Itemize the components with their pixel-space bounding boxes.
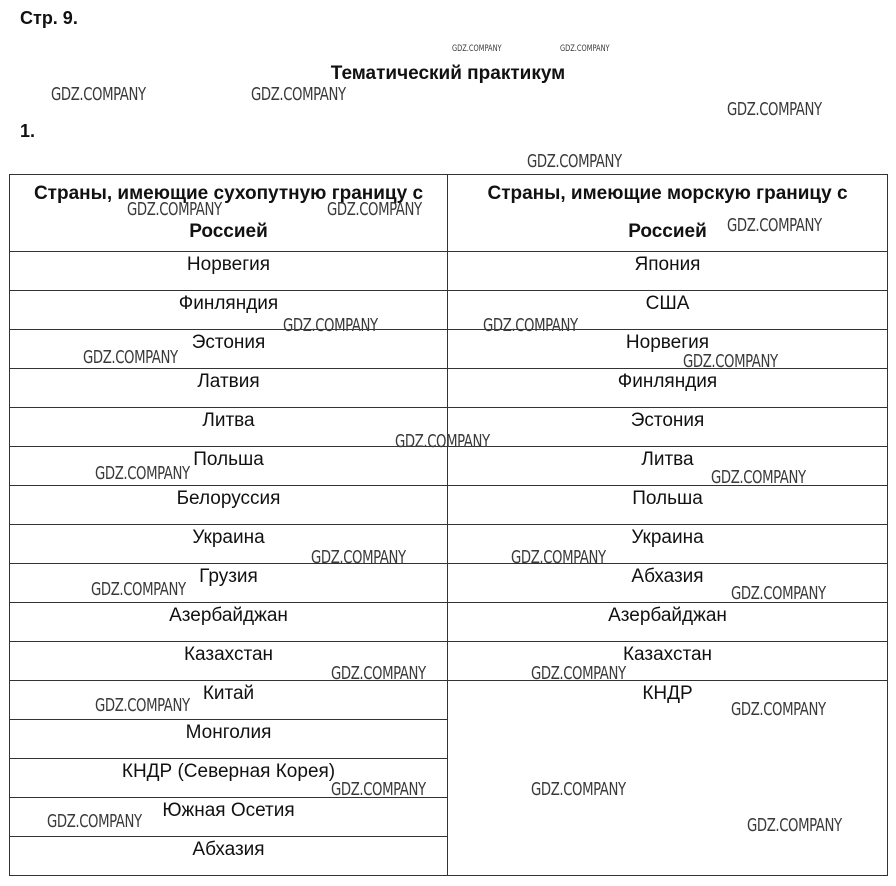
land-country-cell: Китай: [10, 681, 448, 720]
watermark: GDZ.COMPANY: [531, 779, 626, 800]
table-row: [10, 408, 888, 447]
watermark: GDZ.COMPANY: [51, 84, 146, 105]
watermark: GDZ.COMPANY: [331, 663, 426, 684]
page-label: Стр. 9.: [20, 8, 78, 28]
table-row: [10, 486, 888, 525]
sea-country-cell: Финляндия: [448, 369, 888, 408]
land-country-cell: Украина: [10, 525, 448, 564]
sea-country-cell: Казахстан: [448, 642, 888, 681]
land-country-cell: Казахстан: [10, 642, 448, 681]
watermark: GDZ.COMPANY: [251, 84, 346, 105]
watermark: GDZ.COMPANY: [283, 315, 378, 336]
table-header-row: [10, 175, 888, 252]
watermark: GDZ.COMPANY: [327, 199, 422, 220]
land-country-cell: Грузия: [10, 564, 448, 603]
sea-country-cell: КНДР: [448, 681, 888, 876]
watermark: GDZ.COMPANY: [331, 779, 426, 800]
land-country-cell: Финляндия: [10, 291, 448, 330]
table-row: [10, 603, 888, 642]
watermark: GDZ.COMPANY: [311, 547, 406, 568]
land-country-cell: Абхазия: [10, 837, 448, 876]
land-country-cell: Белоруссия: [10, 486, 448, 525]
watermark: GDZ.COMPANY: [91, 579, 186, 600]
table-row: [10, 330, 888, 369]
land-country-cell: Норвегия: [10, 252, 448, 291]
table-row: [10, 447, 888, 486]
land-country-cell: Польша: [10, 447, 448, 486]
watermark: GDZ.COMPANY: [95, 695, 190, 716]
watermark: GDZ.COMPANY: [452, 44, 502, 54]
sea-country-cell: Эстония: [448, 408, 888, 447]
watermark: GDZ.COMPANY: [731, 583, 826, 604]
watermark: GDZ.COMPANY: [511, 547, 606, 568]
watermark: GDZ.COMPANY: [83, 347, 178, 368]
sea-country-cell: Польша: [448, 486, 888, 525]
land-country-cell: Эстония: [10, 330, 448, 369]
header-sea-border: Страны, имеющие морскую границу с Россией: [448, 175, 888, 252]
sea-country-cell: Норвегия: [448, 330, 888, 369]
watermark: GDZ.COMPANY: [560, 44, 610, 54]
watermark: GDZ.COMPANY: [127, 199, 222, 220]
land-country-cell: Монголия: [10, 720, 448, 759]
table-row: [10, 564, 888, 603]
table-row: [10, 291, 888, 330]
watermark: GDZ.COMPANY: [531, 663, 626, 684]
watermark: GDZ.COMPANY: [727, 99, 822, 120]
watermark: GDZ.COMPANY: [727, 215, 822, 236]
watermark: GDZ.COMPANY: [527, 151, 622, 172]
table-row: [10, 369, 888, 408]
sea-country-cell: Абхазия: [448, 564, 888, 603]
watermark: GDZ.COMPANY: [683, 351, 778, 372]
table-row: [10, 252, 888, 291]
watermark: GDZ.COMPANY: [47, 811, 142, 832]
land-country-cell: Литва: [10, 408, 448, 447]
watermark: GDZ.COMPANY: [395, 431, 490, 452]
land-country-cell: Латвия: [10, 369, 448, 408]
sea-country-cell: Япония: [448, 252, 888, 291]
land-country-cell: Южная Осетия: [10, 798, 448, 837]
sea-country-cell: Азербайджан: [448, 603, 888, 642]
watermark: GDZ.COMPANY: [711, 467, 806, 488]
watermark: GDZ.COMPANY: [747, 815, 842, 836]
table-row: [10, 681, 888, 720]
land-country-cell: Азербайджан: [10, 603, 448, 642]
sea-country-cell: США: [448, 291, 888, 330]
practicum-title: Тематический практикум: [330, 63, 566, 84]
watermark: GDZ.COMPANY: [731, 699, 826, 720]
watermark: GDZ.COMPANY: [95, 463, 190, 484]
header-land-border: Страны, имеющие сухопутную границу с Россией: [10, 175, 448, 252]
table-row: [10, 525, 888, 564]
watermark: GDZ.COMPANY: [483, 315, 578, 336]
sea-country-cell: Украина: [448, 525, 888, 564]
countries-table: [9, 174, 888, 876]
land-country-cell: КНДР (Северная Корея): [10, 759, 448, 798]
sea-country-cell: Литва: [448, 447, 888, 486]
table-row: [10, 642, 888, 681]
task-number: 1.: [20, 121, 36, 141]
